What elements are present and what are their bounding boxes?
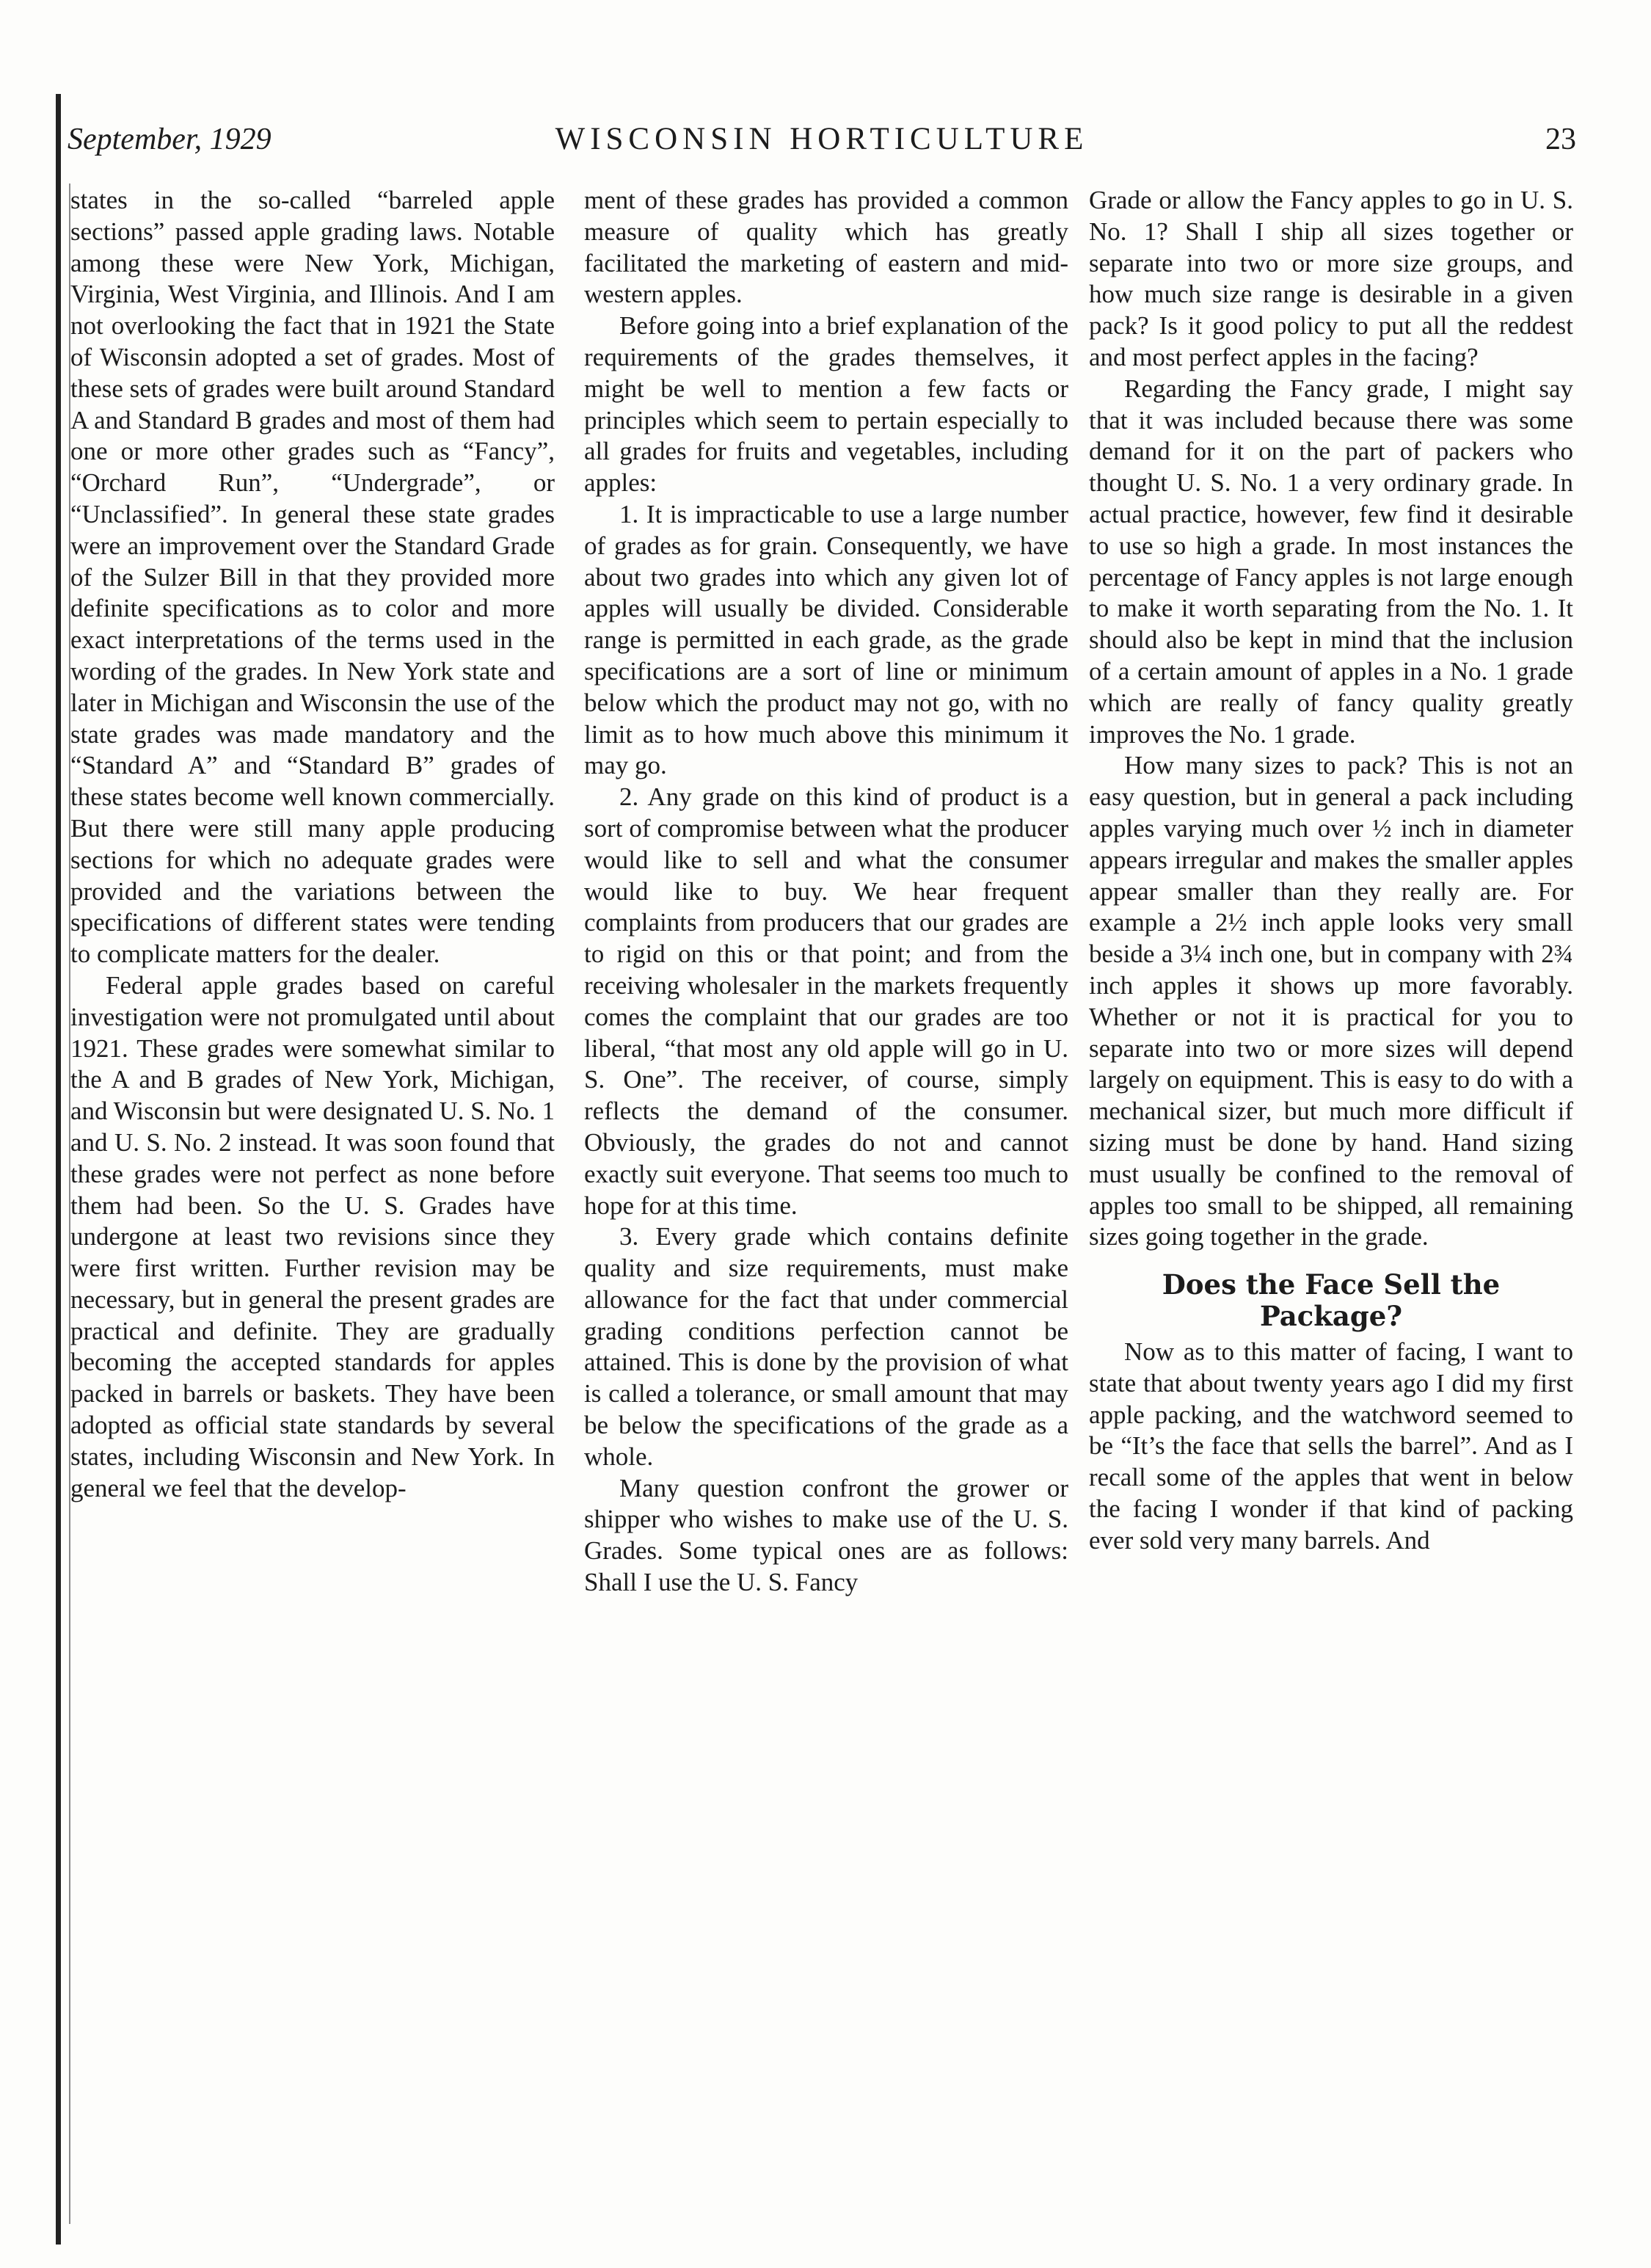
issue-date: September, 1929 (68, 123, 271, 156)
section-heading: Does the Face Sell the Package? (1162, 1268, 1501, 1333)
page-number: 23 (1545, 123, 1576, 156)
text-column-1 (70, 185, 555, 1504)
numbered-paragraph: 3. Every grade which contains definite quality and size requirements, must make allowance for the fact that under commercial grading conditions perfection cannot be attained. This is done by the provision of what is called a tolerance, or small amount that may be below the specifications of the grade as a whole. (584, 1222, 1068, 1471)
page-edge-rule (56, 94, 61, 2245)
paragraph: ment of these grades has provided a common measure of quality which has greatly facilitated the marketing of eastern and mid-western apples. (584, 186, 1068, 309)
paragraph: How many sizes to pack? This is not an easy question, but in general a pack including apples varying much over ½ inch in diameter appears irregular and makes the smaller apples appear smaller than they really are. For example a 2½ inch apple looks very small beside a 3¼ inch one, but in company with 2¾ inch apples it shows up more favorably. Whether or not it is practical for you to separate into two or more sizes will depend largely on equipment. This is easy to do with a mechanical sizer, but much more difficult if sizing must be done by hand. Hand sizing must usually be confined to the removal of apples too small to be shipped, all remaining sizes going together in the grade. (1089, 751, 1573, 1251)
paragraph: Grade or allow the Fancy apples to go in U. S. No. 1? Shall I ship all sizes together or separate into two or more size groups, and how much size range is desirable in a given pack? Is it good policy to put all the reddest and most perfect apples in the facing? (1089, 186, 1573, 371)
text-column-2 (584, 185, 1068, 1599)
numbered-paragraph: 2. Any grade on this kind of product is a sort of compromise between what the producer would like to sell and what the consumer would like to buy. We hear frequent complaints from producers that our grades are to rigid on this or that point; and from the receiving wholesaler in the markets frequently comes the complaint that our grades are too liberal, “that most any old apple will go in U. S. One”. The receiver, of course, simply reflects the demand of the consumer. Obviously, the grades do not and cannot exactly suit everyone. That seems too much to hope for at this time. (584, 782, 1068, 1220)
text-column-3 (1089, 185, 1573, 1557)
numbered-paragraph: 1. It is impracticable to use a large number of grades as for grain. Consequently, we have about two grades into which any given lot of apples will usually be divided. Considerable range is permitted in each grade, as the grade specifications are a sort of line or minimum below which the product may not go, with no limit as to how much above this minimum it may go. (584, 499, 1068, 780)
paragraph: states in the so-called “barreled apple sections” passed apple grading laws. Notable among these were New York, Michigan, Virginia, West Virginia, and Illinois. And I am not overlooking the fact that in 1921 the State of Wisconsin adopted a set of grades. Most of these sets of grades were built around Standard A and Standard B grades and most of them had one or more other grades such as “Fancy”, “Orchard Run”, “Undergrade”, or “Unclassified”. In general these state grades were an improvement over the Standard Grade of the Sulzer Bill in that they provided more definite specifications as to color and more exact interpretations of the terms used in the wording of the grades. In New York state and later in Michigan and Wisconsin the use of the state grades was made mandatory and the “Standard A” and “Standard B” grades of these states become well known commercially. But there were still many apple producing sections for which no adequate grades were provided and the variations between the specifications of different states were tending to complicate matters for the dealer. (70, 186, 555, 969)
paragraph: Regarding the Fancy grade, I might say that it was included because there was some demand for it on the part of packers who thought U. S. No. 1 a very ordinary grade. In actual practice, however, few find it desirable to use so high a grade. In most instances the percentage of Fancy apples is not large enough to make it worth separating from the No. 1. It should also be kept in mind that the inclusion of a certain amount of apples in a No. 1 grade which are really of fancy quality greatly improves the No. 1 grade. (1089, 374, 1573, 749)
journal-title: WISCONSIN HORTICULTURE (555, 122, 1089, 156)
paragraph: Now as to this matter of facing, I want to state that about twenty years ago I did my first apple packing, and the watchword seemed to be “It’s the face that sells the barrel”. And as I recall some of the apples that went in below the facing I wonder if that kind of packing ever sold very many barrels. And (1089, 1337, 1573, 1555)
paragraph: Many question confront the grower or shipper who wishes to make use of the U. S. Grades. Some typical ones are as follows: Shall I use the U. S. Fancy (584, 1473, 1068, 1597)
paragraph: Before going into a brief explanation of the requirements of the grades themselves, it might be well to mention a few facts or principles which seem to pertain especially to all grades for fruits and vegetables, including apples: (584, 311, 1068, 498)
running-head (68, 117, 1576, 161)
paragraph: Federal apple grades based on careful investigation were not promulgated until about 1921. These grades were somewhat similar to the A and B grades of New York, Michigan, and Wisconsin but were designated U. S. No. 1 and U. S. No. 2 instead. It was soon found that these grades were not perfect as none before them had been. So the U. S. Grades have undergone at least two revisions since they were first written. Further revision may be necessary, but in general the present grades are practical and definite. They are gradually becoming the accepted standards for apples packed in barrels or baskets. They have been adopted as official state standards by several states, including Wisconsin and New York. In general we feel that the develop- (70, 970, 555, 1502)
